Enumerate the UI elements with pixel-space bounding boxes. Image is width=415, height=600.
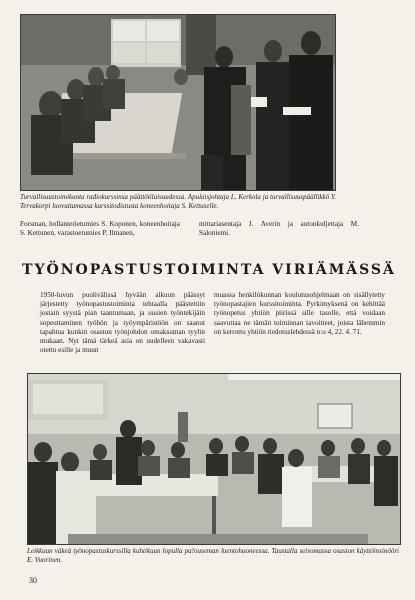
article-body-left: 1950-luvun puolivälissä hyvään alkuun päässyt järjestetty työnopastustoiminta tehtaalla päästettiin jostain syystä pian taantumaan, ja uusien työntekijäin sopeuttaminen työhön ja työympäristöön on saanut tapahtua kunkin osaston työnjohdon omaksuman tyylin mukaan. Nyt tämä tärkeä asia on uudelleen vakavasti otettu esille ja muun [40,291,205,355]
attendee-list-left: Forsman, hollanterietumies S. Koponen, koneenhoitaja S. Kettunen, varastoetumies P. Ilmanen, [20,220,180,238]
article-body-right: muassa henkilökunnan koulutusohjelmaan on sisällytetty työnopastajien kurssitoiminta. Pyrkimyksenä on kehittää työnopetus yhtiön piirissä sille tasolle, että voidaan saavuttaa ne tämän toiminnan tavoitteet, joista lähemmin on kerrottu yhtiön tiedotuslehdessä n:o 4, 22. 4. 71. [214,291,385,336]
photo-caption-top: Turvallisuustoimikunta radiokurssinsa päättötilaisuudessa. Apulaisjohtaja L. Kerkola ja turvallisuuspäällikkö Y. Tervakorpi luovuttamassa kurssitodistusta koneenhoitaja S. Kettuselle. [20,193,336,210]
photo-ceremony-image [21,15,335,190]
photo-training-room [27,373,401,545]
article-headline: TYÖNOPASTUSTOIMINTA VIRIÄMÄSSÄ [22,262,396,278]
photo-training-room-image [28,374,400,544]
attendee-list-right: mittariasentaja J. Averin ja autonkuljettaja M. Saloniemi. [199,220,359,238]
photo-caption-bottom: Leikkuun väkeä työnopastuskurssilla kuhtikuun lopulla pa!ouseman luentohuoneessa. Taustalla seisomassa osaston käyttöinsinööri E. Vuorinen. [27,547,399,564]
photo-ceremony [20,14,336,191]
page-number: 30 [29,576,37,585]
